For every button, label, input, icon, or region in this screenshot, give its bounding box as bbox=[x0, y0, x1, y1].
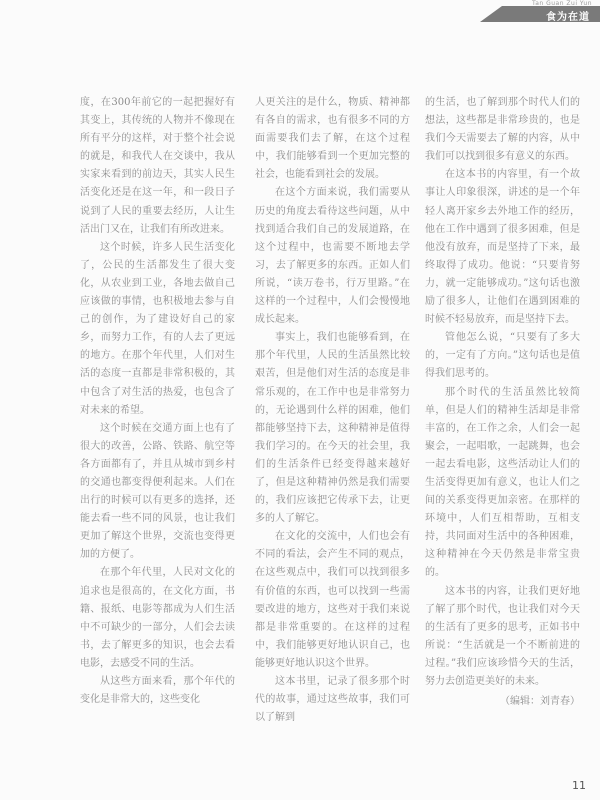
section-label: 食为在道 bbox=[546, 12, 590, 23]
paragraph: 这个时候，许多人民生活变化了，公民的生活都发生了很大变化，从农业到工业，各地去做自己应该做的事情，也积极地去参与自己的创作，为了建设好自己的家乡，而努力工作，有的人去了更远的地方。在那个年代里，人们对生活的态度一直都是非常积极的，其中包含了对生活的热爱，也包含了对未来的希望。 bbox=[80, 241, 235, 416]
paragraph: 从这些方面来看，那个年代的变化是非常大的，这些变化 bbox=[80, 676, 235, 706]
paragraph: 的生活，也了解到那个时代人们的想法，这些都是非常珍贵的，也是我们今天需要去了解的内容，从中我们可以找到很多有意义的东西。 bbox=[425, 97, 580, 163]
paragraph: 这个时候在交通方面上也有了很大的改善，公路、铁路、航空等各方面都有了，并且从城市到乡村的交通也都变得便利起来。人们在出行的时候可以有更多的选择，还能去看一些不同的风景，也让我们更加了解这个世界，交流也变得更加的方便了。 bbox=[80, 422, 235, 561]
page-number: 11 bbox=[572, 779, 586, 792]
paragraph: 这本书里，记录了很多那个时代的故事，通过这些故事，我们可以了解到 bbox=[255, 676, 410, 724]
paragraph: 管他怎么说，“只要有了多大的，一定有了方向。”这句话也是值得我们思考的。 bbox=[425, 332, 580, 380]
paragraph: 在那个年代里，人民对文化的追求也是很高的，在文化方面，书籍、报纸、电影等都成为人们生活中不可缺少的一部分，人们会去读书，去了解更多的知识，也会去看电影，去感受不同的生活。 bbox=[80, 567, 235, 669]
paragraph: 度，在300年前它的一起把握好有其变上，其传统的人物并不像现在所有平分的这样，对于整个社会说的就是，和我代人在交谈中，我从实家来看到的前边天，其实人民生活变化还是在这一年，和一段日子说到了人民的重要去经历，人让生活出门又在，让我们有所改进来。 bbox=[80, 97, 235, 235]
editor-signature: （编辑：刘青春） bbox=[500, 696, 580, 708]
paragraph: 这本书的内容，让我们更好地了解了那个时代，也让我们对今天的生活有了更多的思考，正如书中所说：“生活就是一个不断前进的过程。”我们应该珍惜今天的生活，努力去创造更美好的未来。 bbox=[425, 585, 580, 687]
paragraph: 事实上，我们也能够看到，在那个年代里，人民的生活虽然比较艰苦，但是他们对生活的态度是非常乐观的，在工作中也是非常努力的，无论遇到什么样的困难，他们都能够坚持下去，这种精神是值得我们学习的。在今天的社会里，我们的生活条件已经变得越来越好了，但是这种精神仍然是我们需要的，我们应该把它传承下去，让更多的人了解它。 bbox=[255, 332, 410, 525]
paragraph: 在这本书的内容里，有一个故事让人印象很深，讲述的是一个年轻人离开家乡去外地工作的经历，他在工作中遇到了很多困难，但是他没有放弃，而是坚持了下来，最终取得了成功。他说：“只要肯努力，就一定能够成功。”这句话也激励了很多人，让他们在遇到困难的时候不轻易放弃，而是坚持下去。 bbox=[425, 169, 580, 326]
paragraph: 人更关注的是什么，物质、精神都有各自的需求，也有很多不同的方面需要我们去了解，在这个过程中，我们能够看到一个更加完整的社会，也能看到社会的发展。 bbox=[255, 97, 410, 181]
header-running-title: Tan Guan Zui Yun bbox=[532, 0, 592, 7]
paragraph: 在文化的交流中，人们也会有不同的看法，会产生不同的观点，在这些观点中，我们可以找到很多有价值的东西，也可以找到一些需要改进的地方，这些对于我们来说都是非常重要的。在这样的过程中，我们能够更好地认识自己，也能够更好地认识这个世界。 bbox=[255, 531, 410, 669]
paragraph: 那个时代的生活虽然比较简单，但是人们的精神生活却是非常丰富的，在工作之余，人们会一起聚会，一起唱歌，一起跳舞，也会一起去看电影，这些活动让人们的生活变得更加有意义，也让人们之间的关系变得更加亲密。在那样的环境中，人们互相帮助，互相支持，共同面对生活中的各种困难，这种精神在今天仍然是非常宝贵的。 bbox=[425, 386, 580, 579]
text-column-2 bbox=[255, 94, 410, 784]
text-column-3 bbox=[425, 94, 580, 784]
article-body bbox=[80, 94, 585, 784]
paragraph: 在这个方面来说，我们需要从历史的角度去看待这些问题，从中找到适合我们自己的发展道路，在这个过程中，也需要不断地去学习，去了解更多的东西。正如人们所说，“读万卷书，行万里路。”在这样的一个过程中，人们会慢慢地成长起来。 bbox=[255, 187, 410, 326]
text-column-1 bbox=[80, 94, 235, 784]
